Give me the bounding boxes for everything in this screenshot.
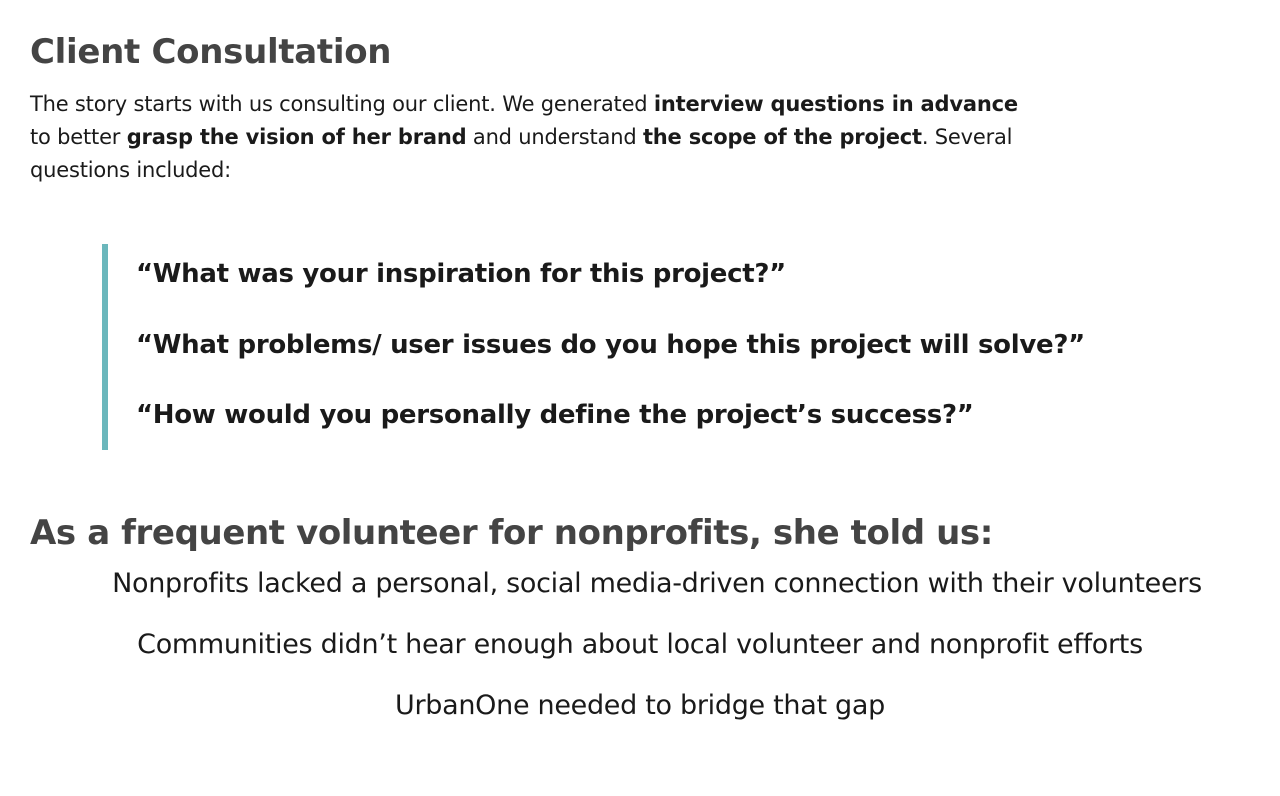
- question-inspiration: “What was your inspiration for this project?”: [136, 259, 786, 289]
- intro-text-2: to better: [30, 125, 127, 149]
- question-success: “How would you personally define the project’s success?”: [136, 400, 974, 430]
- section-title-client-consultation: Client Consultation: [30, 32, 392, 72]
- finding-nonprofits-connection: Nonprofits lacked a personal, social media-driven connection with their volunteers: [112, 568, 1202, 599]
- question-problems: “What problems/ user issues do you hope this project will solve?”: [136, 330, 1085, 360]
- intro-bold-brand-vision: grasp the vision of her brand: [126, 125, 467, 149]
- intro-text-4: . Several questions included:: [30, 125, 1013, 182]
- section-title-findings: As a frequent volunteer for nonprofits, she told us:: [30, 513, 993, 553]
- finding-communities-awareness: Communities didn’t hear enough about local volunteer and nonprofit efforts: [137, 629, 1143, 660]
- intro-paragraph: [30, 88, 1040, 187]
- finding-urbanone-gap: UrbanOne needed to bridge that gap: [395, 690, 885, 721]
- intro-bold-interview-questions: interview questions in advance: [653, 92, 1018, 116]
- intro-text-3: and understand: [466, 125, 643, 149]
- questions-blockquote: [102, 244, 1088, 450]
- intro-text-1: The story starts with us consulting our client. We generated: [30, 92, 654, 116]
- intro-bold-project-scope: the scope of the project: [642, 125, 922, 149]
